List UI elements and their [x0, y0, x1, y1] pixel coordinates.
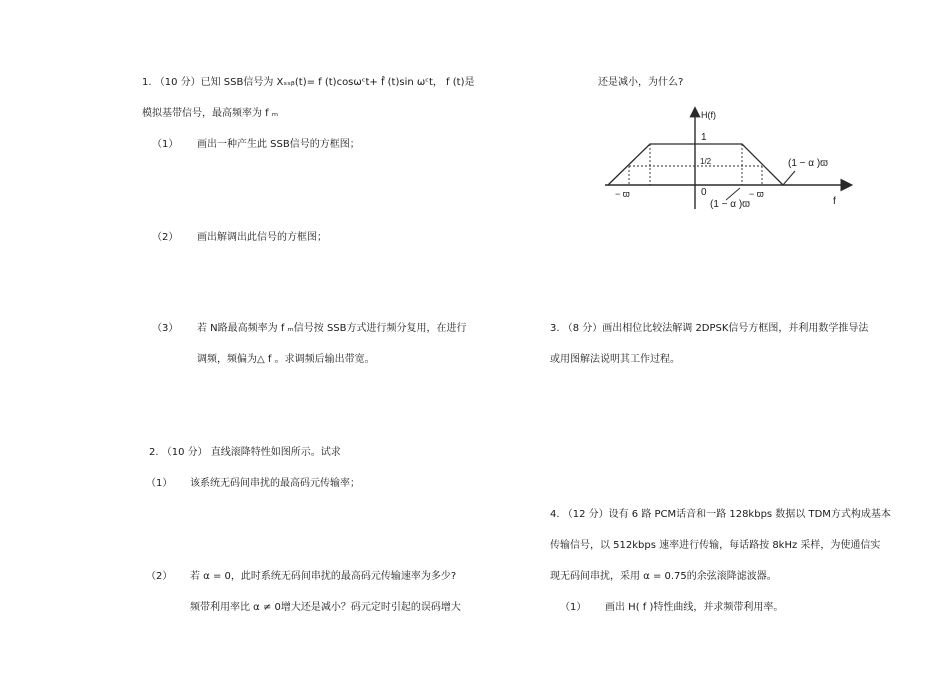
pos-freq-label: − ϖ — [749, 189, 764, 199]
q3-stem-line1: 3. （8 分）画出相位比较法解调 2DPSK信号方框图，并利用数学推导法 — [550, 323, 869, 334]
q2-sub1-text: 该系统无码间串扰的最高码元传输率； — [190, 478, 360, 489]
q4-sub1-text: 画出 H( f )特性曲线，并求频带利用率。 — [605, 602, 784, 613]
q1-sub2-text: 画出解调出此信号的方框图； — [197, 232, 327, 243]
x-axis-label: f — [833, 196, 836, 207]
rolloff-tail — [783, 171, 795, 185]
q1-sub1-text: 画出一种产生此 SSB信号的方框图； — [197, 139, 360, 150]
q1-sub1-number: （1） — [152, 139, 179, 150]
q4-sub1-number: （1） — [560, 602, 587, 613]
q2-sub1-number: （1） — [146, 478, 173, 489]
q3-stem-line2: 或用图解法说明其工作过程。 — [550, 354, 680, 365]
origin-label: 0 — [701, 187, 707, 198]
rolloff-diagram — [600, 104, 860, 214]
rolloff-figure — [600, 104, 860, 214]
q2-stem: 2. （10 分） 直线滚降特性如图所示。试求 — [149, 447, 341, 458]
q1-sub2-number: （2） — [152, 232, 179, 243]
q2-continuation: 还是减小，为什么? — [598, 77, 684, 88]
q1-stem-line2: 模拟基带信号，最高频率为 f ₘ — [142, 108, 279, 119]
q1-sub3-text: 若 N路最高频率为 f ₘ信号按 SSB方式进行频分复用，在进行 — [197, 323, 467, 334]
q2-sub2-text: 若 α = 0，此时系统无码间串扰的最高码元传输速率为多少? — [190, 571, 457, 582]
q4-stem-line1: 4. （12 分）设有 6 路 PCM话音和一路 128kbps 数据以 TDM方式构成基本 — [550, 509, 891, 520]
q4-stem-line2: 传输信号，以 512kbps 速率进行传输，每话路按 8kHz 采样，为使通信实 — [550, 540, 881, 551]
level-half-label: 1/2 — [700, 157, 712, 166]
q1-sub3-text-cont: 调频，频偏为△ f 。求调频后输出带宽。 — [197, 354, 375, 365]
one-minus-alpha-label: (1 − α )ϖ — [710, 199, 750, 210]
y-axis-label: H(f) — [701, 110, 716, 120]
level-one-label: 1 — [701, 132, 707, 143]
q1-stem-line1: 1. （10 分）已知 SSB信号为 Xₛₛᵦ(t)= f (t)cosωᶜt+ f̂ (t)sin ωᶜt， f (t)是 — [142, 77, 475, 88]
q2-sub2-number: （2） — [146, 571, 173, 582]
q2-sub2-text-cont: 频带利用率比 α ≠ 0增大还是减小？码元定时引起的误码增大 — [190, 602, 461, 613]
q1-sub3-number: （3） — [152, 323, 179, 334]
q4-stem-line3: 现无码间串扰，采用 α = 0.75的余弦滚降滤波器。 — [550, 571, 777, 582]
one-plus-alpha-label: (1 − α )ϖ — [788, 158, 828, 169]
neg-freq-label: − ϖ — [615, 189, 630, 199]
